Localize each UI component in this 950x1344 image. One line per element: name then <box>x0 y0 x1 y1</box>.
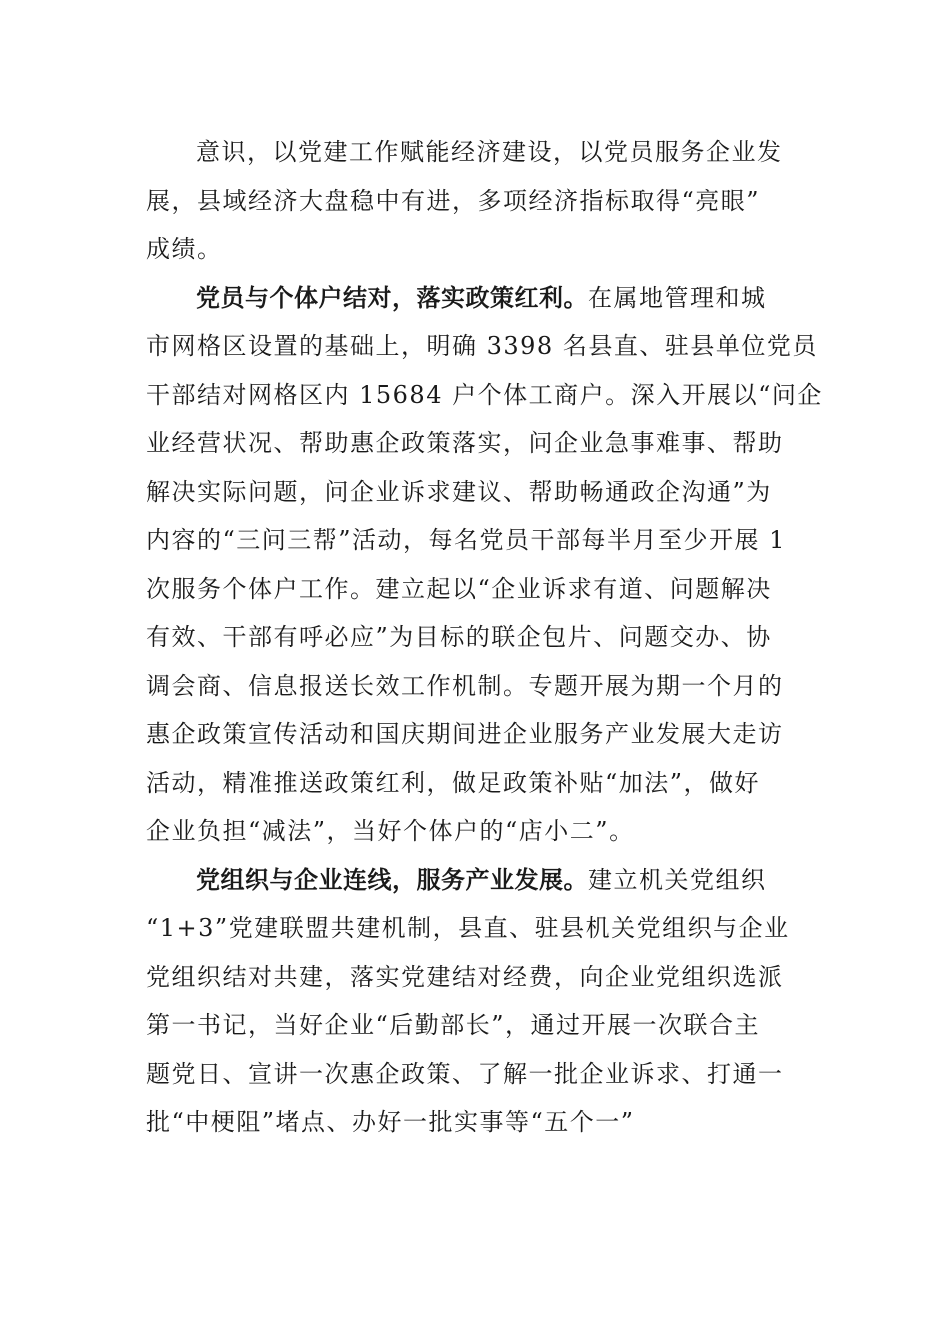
paragraph-line: 干部结对网格区内 15684 户个体工商户。深入开展以“问企 <box>146 380 823 409</box>
paragraph-line: 业经营状况、帮助惠企政策落实，问企业急事难事、帮助 <box>146 429 784 457</box>
paragraph-line: 成绩。 <box>146 235 223 263</box>
paragraph-first-line <box>146 274 806 323</box>
paragraph-line: 有效、干部有呼必应”为目标的联企包片、问题交办、协 <box>146 623 772 651</box>
paragraph-line: 展，县域经济大盘稳中有进，多项经济指标取得“亮眼” <box>146 186 761 215</box>
paragraph-3 <box>146 856 806 1147</box>
paragraph-line: 内容的“三问三帮”活动，每名党员干部每半月至少开展 1 <box>146 526 786 554</box>
paragraph-line: 调会商、信息报送长效工作机制。专题开展为期一个月的 <box>146 671 784 700</box>
paragraph-line: 活动，精准推送政策红利，做足政策补贴“加法”，做好 <box>146 768 761 797</box>
document-body <box>146 128 823 1147</box>
paragraph-text: 在属地管理和城 <box>588 283 767 312</box>
paragraph-line: 批“中梗阻”堵点、办好一批实事等“五个一” <box>146 1108 635 1136</box>
paragraph-2 <box>146 274 823 856</box>
paragraph-line: 党组织结对共建，落实党建结对经费，向企业党组织选派 <box>146 962 784 991</box>
paragraph-heading: 党员与个体户结对，落实政策红利。 <box>196 283 588 312</box>
paragraph-line: 解决实际问题，问企业诉求建议、帮助畅通政企沟通”为 <box>146 477 772 506</box>
paragraph-text: 建立机关党组织 <box>588 865 767 894</box>
paragraph-line: 意识，以党建工作赋能经济建设，以党员服务企业发 <box>196 138 783 166</box>
paragraph-first-line <box>146 856 806 905</box>
paragraph-line: 市网格区设置的基础上，明确 3398 名县直、驻县单位党员 <box>146 332 818 360</box>
paragraph-line: 题党日、宣讲一次惠企政策、了解一批企业诉求、打通一 <box>146 1059 784 1088</box>
paragraph-line: 次服务个体户工作。建立起以“企业诉求有道、问题解决 <box>146 574 772 603</box>
paragraph-line: “1+3”党建联盟共建机制，县直、驻县机关党组织与企业 <box>146 914 790 942</box>
paragraph-line: 惠企政策宣传活动和国庆期间进企业服务产业发展大走访 <box>146 720 784 748</box>
paragraph-line: 第一书记，当好企业“后勤部长”，通过开展一次联合主 <box>146 1011 761 1039</box>
paragraph-heading: 党组织与企业连线，服务产业发展。 <box>196 865 588 894</box>
paragraph-1 <box>146 128 806 274</box>
paragraph-line: 企业负担“减法”，当好个体户的“店小二”。 <box>146 817 635 845</box>
